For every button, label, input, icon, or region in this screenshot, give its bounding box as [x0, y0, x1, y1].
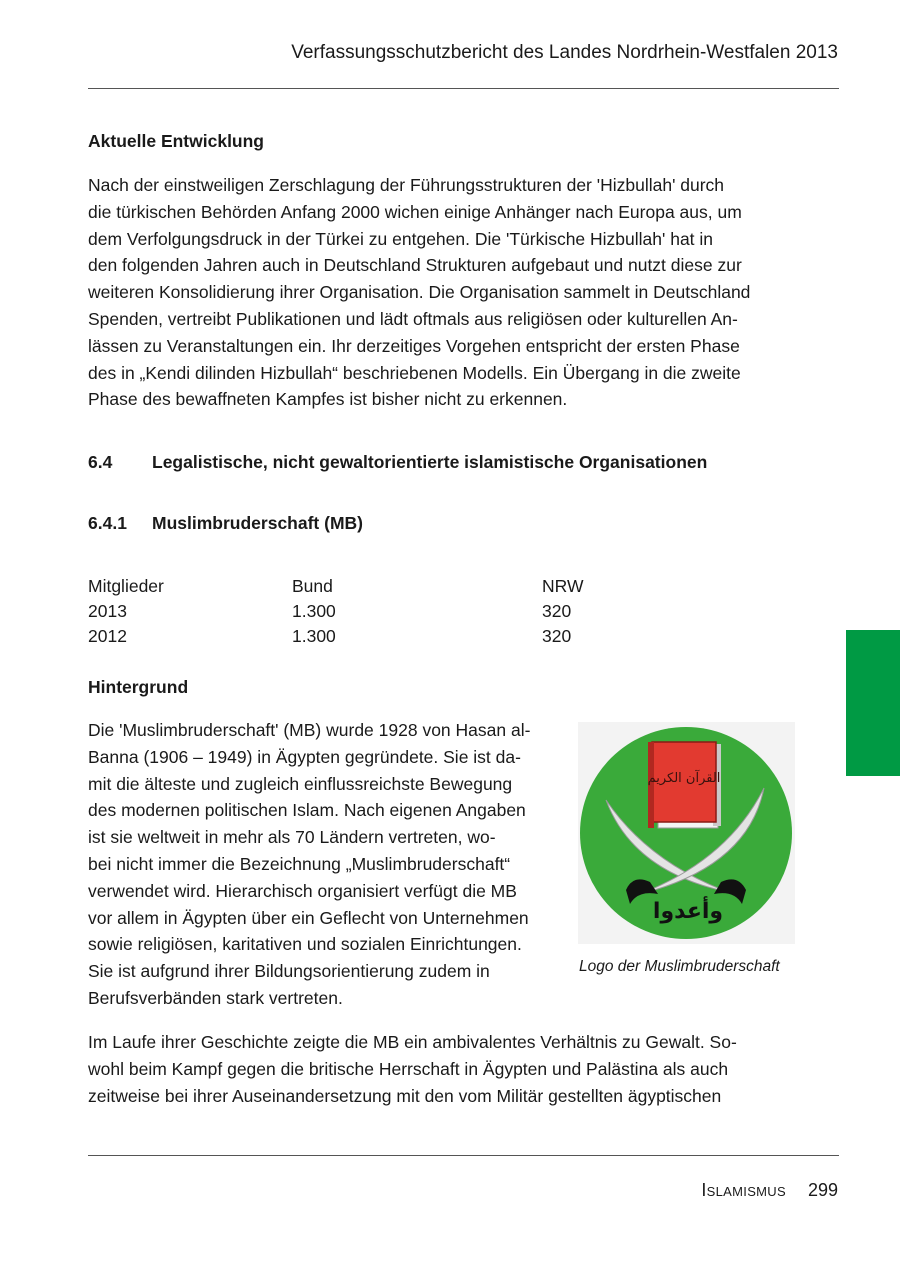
text-line: Banna (1906 – 1949) in Ägypten gegründete. Sie ist da-	[88, 746, 521, 767]
table-cell: 2013	[88, 601, 127, 621]
text-line: Nach der einstweiligen Zerschlagung der Führungsstrukturen der 'Hizbullah' durch	[88, 175, 725, 195]
text-line: dem Verfolgungsdruck in der Türkei zu entgehen. Die 'Türkische Hizbullah' hat in	[88, 228, 714, 249]
logo-caption: Logo der Muslimbruderschaft	[579, 958, 780, 975]
chapter-tab-marker	[846, 630, 900, 776]
section-heading-6-4-1	[88, 513, 363, 534]
table-header-cell: NRW	[542, 576, 584, 596]
page-footer	[701, 1180, 838, 1201]
table-cell: 320	[542, 601, 572, 621]
table-header-cell: Bund	[292, 576, 333, 596]
text-line: mit die älteste und zugleich einflussreichste Bewegung	[88, 773, 513, 794]
table-cell: 320	[542, 626, 572, 646]
muslim-brotherhood-logo	[578, 722, 795, 944]
text-line: Spenden, vertreibt Publikationen und lädt oftmals aus religiösen oder kulturellen An-	[88, 308, 738, 329]
text-line: vor allem in Ägypten über ein Geflecht von Unternehmen	[88, 907, 529, 928]
heading-hintergrund: Hintergrund	[88, 677, 189, 697]
text-line: zeitweise bei ihrer Auseinandersetzung mit den vom Militär gestellten ägyptischen	[88, 1085, 722, 1106]
text-line: des modernen politischen Islam. Nach eigenen Angaben	[88, 800, 526, 821]
text-line: Im Laufe ihrer Geschichte zeigte die MB ein ambivalentes Verhältnis zu Gewalt. So-	[88, 1032, 737, 1052]
text-line: verwendet wird. Hierarchisch organisiert verfügt die MB	[88, 880, 517, 901]
text-line: des in „Kendi dilinden Hizbullah“ beschriebenen Modells. Ein Übergang in die zweite	[88, 362, 741, 383]
footer-chapter: Islamismus	[701, 1180, 786, 1200]
logo-book-text: القرآن الكريم	[647, 771, 721, 786]
page-number: 299	[807, 1180, 838, 1200]
text-line: ist sie weltweit in mehr als 70 Ländern vertreten, wo-	[88, 827, 496, 848]
text-line: Phase des bewaffneten Kampfes ist bisher nicht zu erkennen.	[88, 389, 568, 410]
table-header-cell: Mitglieder	[88, 576, 164, 596]
text-line: wohl beim Kampf gegen die britische Herrschaft in Ägypten und Palästina als auch	[88, 1058, 729, 1079]
paragraph-history	[88, 1029, 737, 1109]
text-line: Sie ist aufgrund ihrer Bildungsorientierung zudem in	[88, 961, 490, 982]
text-line: Die 'Muslimbruderschaft' (MB) wurde 1928 von Hasan al-	[88, 720, 531, 740]
paragraph-hintergrund	[88, 717, 530, 1012]
heading-aktuelle-entwicklung: Aktuelle Entwicklung	[88, 131, 264, 151]
section-title: Muslimbruderschaft (MB)	[152, 513, 363, 533]
text-line: die türkischen Behörden Anfang 2000 wichen einige Anhänger nach Europa aus, um	[88, 201, 742, 222]
table-cell: 1.300	[292, 601, 336, 621]
text-line: den folgenden Jahren auch in Deutschland Strukturen aufgebaut und nutzt diese zur	[88, 255, 742, 276]
section-number: 6.4.1	[88, 513, 127, 533]
paragraph-aktuelle-entwicklung	[88, 172, 750, 413]
logo-bottom-text: وأعدوا	[652, 899, 724, 924]
text-line: lässen zu Veranstaltungen ein. Ihr derzeitiges Vorgehen entspricht der ersten Phase	[88, 335, 740, 356]
text-line: Berufsverbänden stark vertreten.	[88, 987, 343, 1008]
section-title: Legalistische, nicht gewaltorientierte islamistische Organisationen	[152, 452, 708, 472]
section-number: 6.4	[88, 452, 113, 472]
header-divider	[88, 88, 839, 89]
text-line: weiteren Konsolidierung ihrer Organisation. Die Organisation sammelt in Deutschland	[88, 282, 751, 303]
text-line: sowie religiösen, karitativen und sozialen Einrichtungen.	[88, 934, 522, 955]
running-header: Verfassungsschutzbericht des Landes Nordrhein-Westfalen 2013	[291, 42, 838, 63]
table-cell: 1.300	[292, 626, 336, 646]
text-line: bei nicht immer die Bezeichnung „Muslimbruderschaft“	[88, 853, 511, 874]
footer-divider	[88, 1155, 839, 1156]
table-cell: 2012	[88, 626, 127, 646]
section-heading-6-4	[88, 452, 707, 473]
